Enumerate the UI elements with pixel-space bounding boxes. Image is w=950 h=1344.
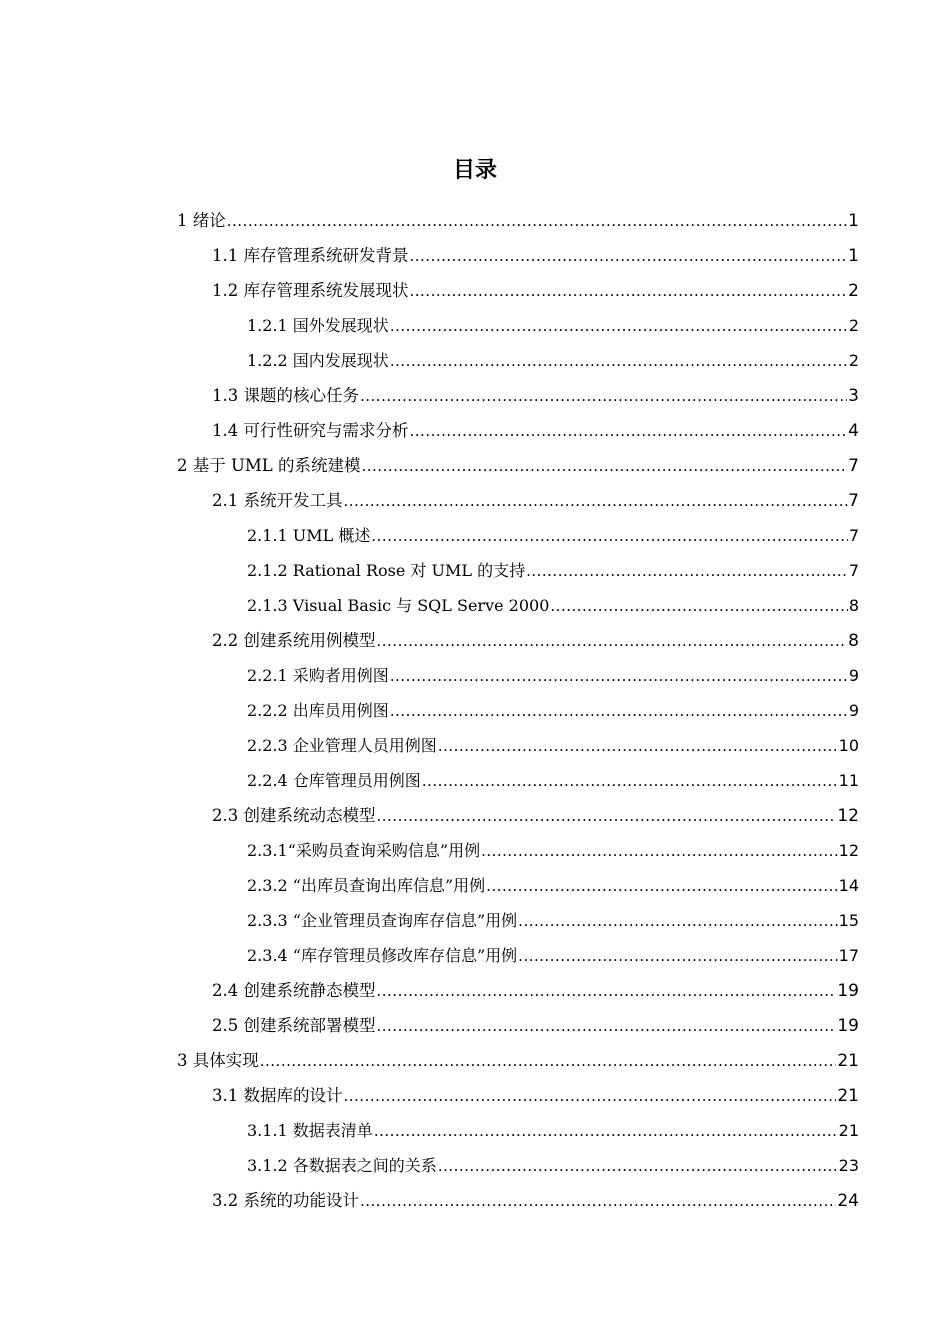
toc-entry-label: 1.2.2 国内发展现状 — [247, 351, 389, 370]
dot-leader — [360, 379, 847, 414]
toc-entry-label: 1.3 课题的核心任务 — [212, 386, 359, 405]
dot-leader — [360, 1184, 836, 1219]
toc-entry[interactable] — [212, 1008, 859, 1043]
toc-entry-label: 2.1 系统开发工具 — [212, 491, 343, 510]
toc-entry[interactable] — [247, 343, 859, 378]
toc-entry-page: 21 — [837, 1051, 859, 1071]
toc-entry-label: 3.1.1 数据表清单 — [247, 1121, 373, 1140]
dot-leader — [344, 484, 848, 519]
dot-leader — [344, 1079, 837, 1114]
toc-entry-page: 9 — [848, 701, 859, 720]
dot-leader — [390, 694, 848, 729]
toc-entry-label: 2 基于 UML 的系统建模 — [177, 456, 361, 475]
toc-entry[interactable] — [212, 378, 859, 413]
dot-leader — [227, 204, 847, 239]
toc-entry[interactable] — [247, 553, 859, 588]
dot-leader — [377, 1009, 837, 1044]
dot-leader — [410, 414, 848, 449]
toc-entry[interactable] — [177, 448, 859, 483]
toc-title: 目录 — [452, 158, 497, 183]
toc-entry[interactable] — [247, 938, 859, 973]
dot-leader — [377, 799, 837, 834]
toc-entry[interactable] — [212, 273, 859, 308]
toc-entry-label: 2.3.1“采购员查询采购信息”用例 — [247, 841, 481, 860]
toc-entry[interactable] — [177, 1043, 859, 1078]
toc-entry-page: 15 — [838, 911, 859, 930]
toc-entry-page: 7 — [848, 526, 859, 545]
toc-entry-label: 1.4 可行性研究与需求分析 — [212, 421, 409, 440]
toc-entry-page: 3 — [848, 386, 859, 406]
toc-entry-page: 21 — [838, 1121, 859, 1140]
toc-entry[interactable] — [212, 798, 859, 833]
toc-entry[interactable] — [247, 763, 859, 798]
toc-entry-page: 7 — [848, 561, 859, 580]
dot-leader — [374, 1114, 838, 1149]
toc-entry[interactable] — [212, 483, 859, 518]
toc-entry-label: 1 绪论 — [177, 211, 226, 230]
toc-entry-page: 12 — [837, 806, 859, 826]
toc-entry-label: 1.1 库存管理系统研发背景 — [212, 246, 409, 265]
dot-leader — [518, 904, 837, 939]
toc-entry[interactable] — [212, 413, 859, 448]
toc-entry[interactable] — [247, 903, 859, 938]
toc-entry-label: 3.1 数据库的设计 — [212, 1086, 343, 1105]
dot-leader — [486, 869, 837, 904]
toc-entry-page: 12 — [838, 841, 859, 860]
toc-entry-page: 2 — [848, 281, 859, 301]
toc-entry-label: 2.3 创建系统动态模型 — [212, 806, 376, 825]
toc-entry-page: 17 — [838, 946, 859, 965]
toc-entry-label: 2.1.2 Rational Rose 对 UML 的支持 — [247, 561, 526, 580]
toc-entry-page: 8 — [848, 596, 859, 615]
toc-entry-page: 11 — [838, 771, 859, 790]
toc-entry[interactable] — [212, 973, 859, 1008]
dot-leader — [410, 239, 848, 274]
dot-leader — [377, 974, 837, 1009]
toc-entry-page: 23 — [838, 1156, 859, 1175]
toc-entry-page: 19 — [837, 1016, 859, 1036]
toc-entry[interactable] — [247, 308, 859, 343]
dot-leader — [518, 939, 837, 974]
toc-entry[interactable] — [212, 1183, 859, 1218]
dot-leader — [371, 519, 847, 554]
toc-entry-page: 2 — [848, 351, 859, 370]
toc-entry[interactable] — [247, 1113, 859, 1148]
dot-leader — [390, 659, 848, 694]
toc-entry[interactable] — [247, 1148, 859, 1183]
toc-entry-label: 2.2.2 出库员用例图 — [247, 701, 389, 720]
toc-entry-label: 2.4 创建系统静态模型 — [212, 981, 376, 1000]
toc-entry[interactable] — [247, 693, 859, 728]
toc-entry-label: 2.5 创建系统部署模型 — [212, 1016, 376, 1035]
toc-entry-label: 2.3.4 “库存管理员修改库存信息”用例 — [247, 946, 518, 965]
toc-entry-page: 8 — [848, 631, 859, 651]
toc-entry[interactable] — [247, 658, 859, 693]
toc-entry-label: 2.2 创建系统用例模型 — [212, 631, 376, 650]
toc-entry-label: 3 具体实现 — [177, 1051, 259, 1070]
dot-leader — [362, 449, 848, 484]
toc-entry-label: 1.2.1 国外发展现状 — [247, 316, 389, 335]
toc-entry-page: 2 — [848, 316, 859, 335]
toc-entry-label: 2.1.1 UML 概述 — [247, 526, 371, 545]
dot-leader — [550, 589, 847, 624]
toc-entry-label: 2.2.3 企业管理人员用例图 — [247, 736, 437, 755]
toc-entry-page: 21 — [837, 1086, 859, 1106]
toc-entry[interactable] — [177, 203, 859, 238]
dot-leader — [410, 274, 848, 309]
dot-leader — [260, 1044, 837, 1079]
toc-entry-page: 9 — [848, 666, 859, 685]
dot-leader — [377, 624, 848, 659]
toc-entry[interactable] — [247, 833, 859, 868]
dot-leader — [526, 554, 848, 589]
toc-entry-page: 7 — [848, 491, 859, 511]
dot-leader — [390, 344, 848, 379]
toc-entry-label: 1.2 库存管理系统发展现状 — [212, 281, 409, 300]
toc-entry-page: 7 — [848, 456, 859, 476]
toc-entry-label: 2.2.4 仓库管理员用例图 — [247, 771, 421, 790]
toc-entry[interactable] — [247, 868, 859, 903]
toc-entry-page: 24 — [837, 1191, 859, 1211]
toc-entry[interactable] — [212, 623, 859, 658]
dot-leader — [438, 729, 838, 764]
toc-entry-label: 3.2 系统的功能设计 — [212, 1191, 359, 1210]
toc-entry-label: 2.3.2 “出库员查询出库信息”用例 — [247, 876, 486, 895]
toc-entry-page: 4 — [848, 421, 859, 441]
toc-entry-page: 10 — [838, 736, 859, 755]
toc-entry-page: 19 — [837, 981, 859, 1001]
dot-leader — [481, 834, 838, 869]
toc-entry-page: 1 — [848, 246, 859, 266]
toc-entry[interactable] — [212, 1078, 859, 1113]
toc-entry-label: 2.2.1 采购者用例图 — [247, 666, 389, 685]
toc-entry-label: 2.1.3 Visual Basic 与 SQL Serve 2000 — [247, 596, 550, 615]
toc-entry[interactable] — [212, 238, 859, 273]
toc-entry-page: 1 — [848, 211, 859, 231]
dot-leader — [438, 1149, 838, 1184]
toc-entry[interactable] — [247, 728, 859, 763]
toc-entry[interactable] — [247, 518, 859, 553]
toc-entry-page: 14 — [838, 876, 859, 895]
toc-entry[interactable] — [247, 588, 859, 623]
toc-entry-label: 3.1.2 各数据表之间的关系 — [247, 1156, 437, 1175]
dot-leader — [390, 309, 848, 344]
toc-entry-label: 2.3.3 “企业管理员查询库存信息”用例 — [247, 911, 518, 930]
dot-leader — [422, 764, 838, 799]
